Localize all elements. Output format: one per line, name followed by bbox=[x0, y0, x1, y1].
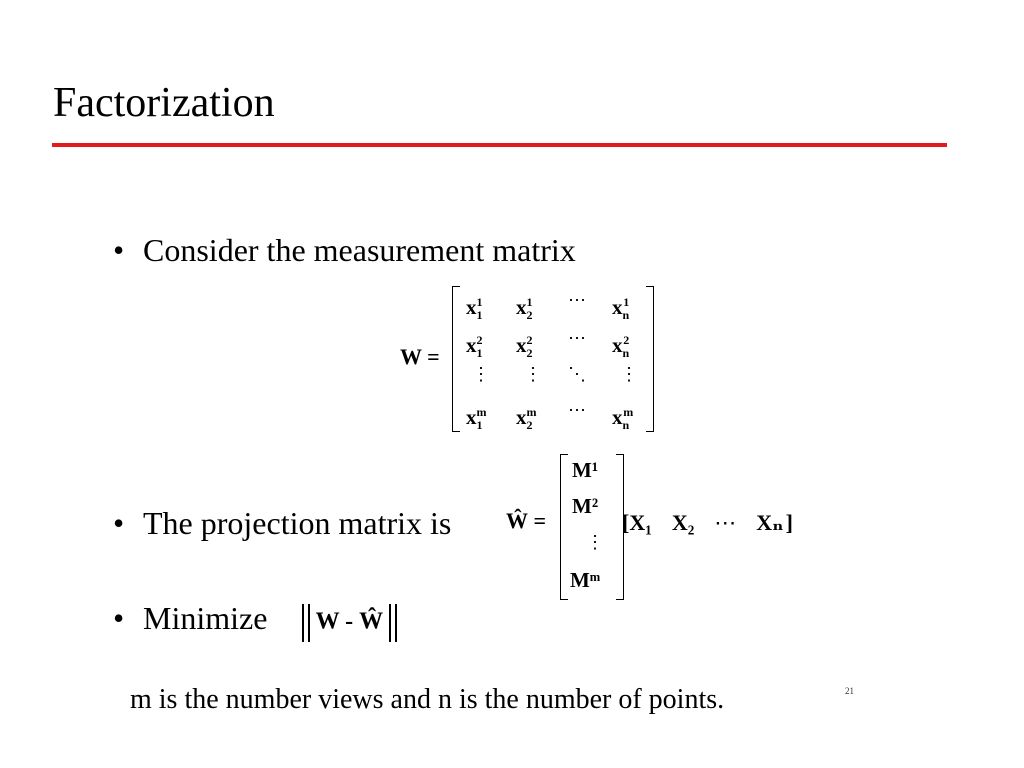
bullet-text: Consider the measurement matrix bbox=[143, 232, 576, 268]
norm-right-bar bbox=[389, 604, 397, 642]
matrix-cell: ⋯ bbox=[568, 328, 586, 348]
bullet-measurement-matrix bbox=[113, 232, 576, 268]
slide-title: Factorization bbox=[53, 80, 275, 126]
w-hat-equation-label: Ŵ = bbox=[506, 508, 547, 533]
matrix-cell: Mᵐ bbox=[570, 568, 601, 592]
matrix-left-bracket bbox=[560, 454, 568, 600]
norm-expression bbox=[302, 604, 397, 642]
matrix-cell: ⋮ bbox=[524, 364, 542, 384]
title-divider bbox=[52, 143, 947, 147]
x-cell: X₂ bbox=[671, 510, 695, 535]
page-number: 21 bbox=[845, 686, 854, 696]
matrix-cell: $x_2^1$ bbox=[516, 295, 533, 323]
norm-left-bar bbox=[302, 604, 310, 642]
matrix-cell: $x_n^2$ bbox=[612, 333, 630, 361]
matrix-cell: M¹ bbox=[572, 458, 599, 482]
matrix-left-bracket bbox=[452, 286, 460, 432]
footnote-text: m is the number views and n is the number of points. bbox=[130, 684, 725, 715]
bullet-text: The projection matrix is bbox=[143, 505, 452, 541]
bullet-icon: • bbox=[113, 505, 125, 541]
x-cell: X₁ bbox=[629, 510, 652, 535]
matrix-cell: $x_1^m$ bbox=[466, 405, 487, 433]
matrix-cell: ⋱ bbox=[568, 364, 586, 384]
bullet-icon: • bbox=[113, 600, 125, 636]
x-cell: Xₙ bbox=[756, 510, 784, 535]
w-equation-label: W = bbox=[400, 344, 440, 369]
structure-row-vector: [X₁ X₂ ⋯ Xₙ] bbox=[622, 510, 793, 535]
matrix-cell: $x_n^m$ bbox=[612, 405, 634, 433]
measurement-matrix bbox=[452, 286, 657, 432]
x-cell: ⋯ bbox=[714, 510, 737, 535]
matrix-cell: M² bbox=[572, 494, 599, 518]
matrix-cell: $x_2^2$ bbox=[516, 333, 533, 361]
matrix-cell: ⋮ bbox=[472, 364, 490, 384]
matrix-cell: $x_1^1$ bbox=[466, 295, 483, 323]
norm-content: W - Ŵ bbox=[315, 608, 384, 635]
matrix-cell: ⋯ bbox=[568, 290, 586, 310]
matrix-cell: ⋯ bbox=[568, 400, 586, 420]
matrix-cell: ⋮ bbox=[586, 532, 604, 552]
bullet-projection-matrix bbox=[113, 505, 451, 541]
matrix-cell: $x_1^2$ bbox=[466, 333, 483, 361]
motion-matrix bbox=[560, 454, 626, 602]
matrix-cell: $x_n^1$ bbox=[612, 295, 630, 323]
matrix-cell: ⋮ bbox=[620, 364, 638, 384]
bullet-icon: • bbox=[113, 232, 125, 268]
bullet-text: Minimize bbox=[143, 600, 268, 636]
matrix-right-bracket bbox=[646, 286, 654, 432]
matrix-cell: $x_2^m$ bbox=[516, 405, 537, 433]
bullet-minimize bbox=[113, 600, 267, 636]
